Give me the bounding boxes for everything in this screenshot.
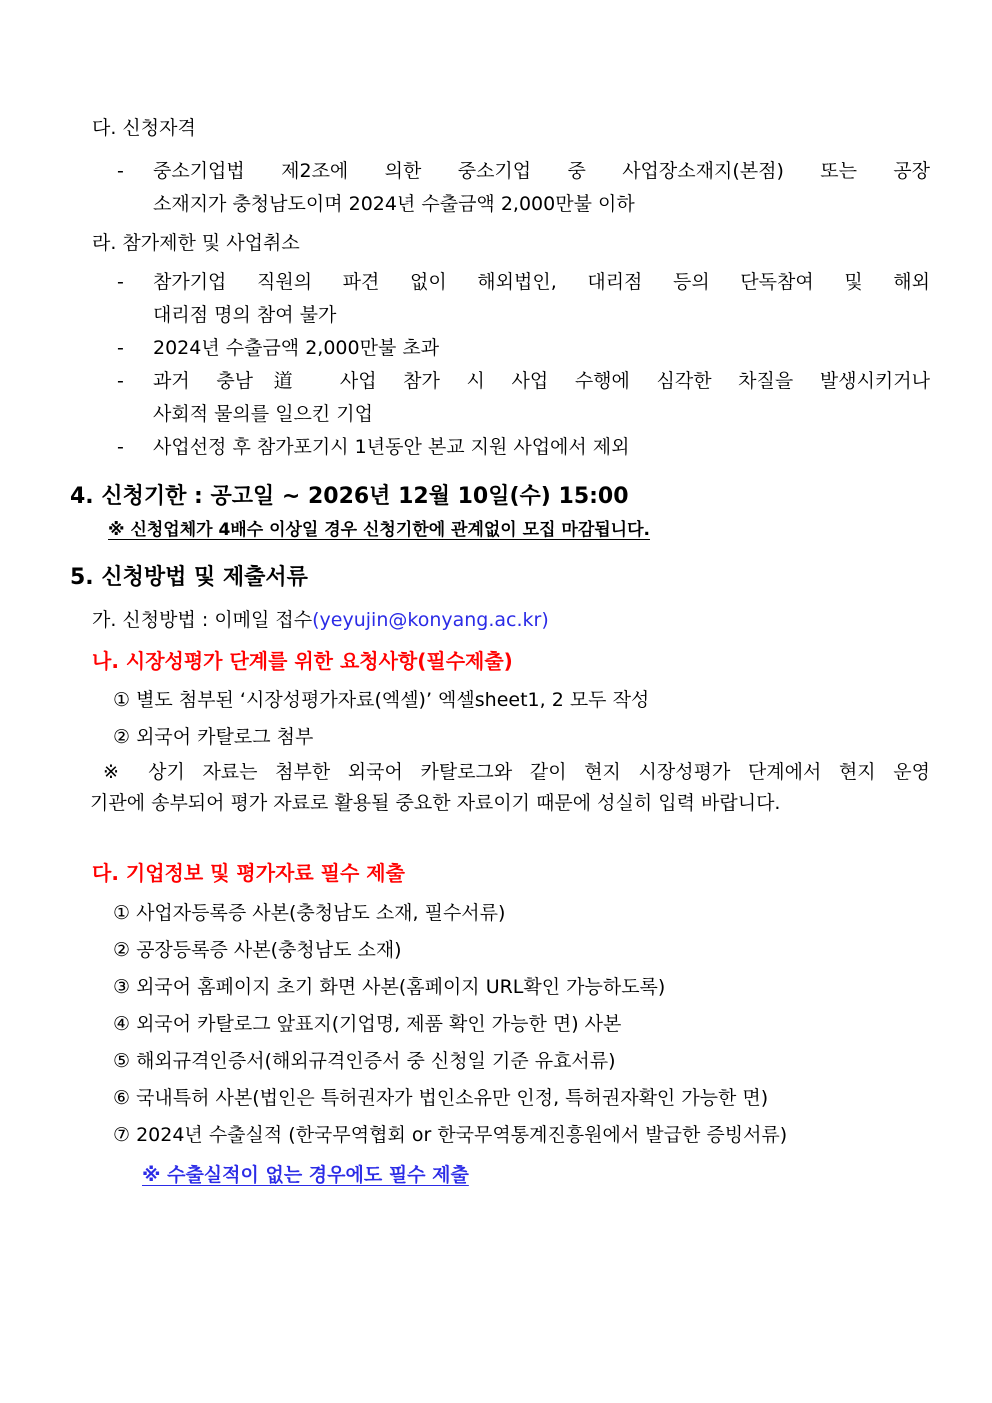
company-docs-item: ⑤ 해외규격인증서(해외규격인증서 중 신청일 기준 유효서류)	[113, 1050, 616, 1072]
dash-marker: -	[117, 337, 124, 359]
company-docs-item: ⑦ 2024년 수출실적 (한국무역협회 or 한국무역통계진흥원에서 발급한 증빙서류)	[113, 1124, 788, 1146]
bullet-text: 과거 충남道 사업 참가 시 사업 수행에 심각한 차질을 발생시키거나	[153, 370, 930, 392]
company-docs-item: ② 공장등록증 사본(충청남도 소재)	[113, 939, 402, 961]
bullet-text: 2024년 수출금액 2,000만불 초과	[153, 337, 440, 359]
section-deadline	[70, 482, 930, 543]
restrictions-heading: 라. 참가제한 및 사업취소	[92, 232, 300, 254]
restriction-bullet	[70, 431, 930, 464]
section-restrictions	[70, 227, 930, 464]
company-docs-item: ③ 외국어 홈페이지 초기 화면 사본(홈페이지 URL확인 가능하도록)	[113, 976, 666, 998]
submission-method-line	[92, 604, 930, 637]
bullet-text-continuation: 소재지가 충청남도이며 2024년 수출금액 2,000만불 이하	[153, 193, 635, 215]
company-docs-item: ⑥ 국내특허 사본(법인은 특허권자가 법인소유만 인정, 특허권자확인 가능한 면)	[113, 1087, 769, 1109]
dash-marker: -	[117, 370, 124, 392]
restriction-bullet	[70, 332, 930, 365]
bullet-text: 중소기업법 제2조에 의한 중소기업 중 사업장소재지(본점) 또는 공장	[153, 160, 930, 182]
submission-email-link[interactable]: (yeyujin@konyang.ac.kr)	[312, 609, 549, 631]
market-eval-item: ① 별도 첨부된 ‘시장성평가자료(엑셀)’ 엑셀sheet1, 2 모두 작성	[113, 689, 650, 711]
dash-marker: -	[117, 160, 124, 182]
bullet-text: 참가기업 직원의 파견 없이 해외법인, 대리점 등의 단독참여 및 해외	[153, 271, 930, 293]
submission-method-label: 가. 신청방법 : 이메일 접수	[92, 609, 313, 631]
section-qualifications	[70, 112, 930, 221]
dash-marker: -	[117, 271, 124, 293]
bullet-text: 사업선정 후 참가포기시 1년동안 본교 지원 사업에서 제외	[153, 436, 630, 458]
market-eval-note-line2: 기관에 송부되어 평가 자료로 활용될 중요한 자료이기 때문에 성실히 입력 바랍니다.	[90, 792, 781, 814]
company-docs-heading: 다. 기업정보 및 평가자료 필수 제출	[92, 861, 405, 885]
market-eval-heading: 나. 시장성평가 단계를 위한 요청사항(필수제출)	[92, 649, 513, 673]
export-record-note: ※ 수출실적이 없는 경우에도 필수 제출	[142, 1164, 469, 1186]
qualification-bullet	[70, 155, 930, 188]
restriction-bullet	[70, 365, 930, 398]
company-docs-item: ① 사업자등록증 사본(충청남도 소재, 필수서류)	[113, 902, 506, 924]
market-eval-item: ② 외국어 카탈로그 첨부	[113, 726, 314, 748]
bullet-text-continuation: 대리점 명의 참여 불가	[153, 304, 337, 326]
bullet-text-continuation: 사회적 물의를 일으킨 기업	[153, 403, 374, 425]
deadline-heading: 4. 신청기한 : 공고일 ~ 2026년 12월 10일(수) 15:00	[70, 484, 629, 509]
dash-marker: -	[117, 436, 124, 458]
qualifications-heading: 다. 신청자격	[92, 117, 196, 139]
deadline-note: ※ 신청업체가 4배수 이상일 경우 신청기한에 관계없이 모집 마감됩니다.	[108, 520, 650, 540]
company-docs-item: ④ 외국어 카탈로그 앞표지(기업명, 제품 확인 가능한 면) 사본	[113, 1013, 622, 1035]
restriction-bullet	[70, 266, 930, 299]
document-content	[70, 112, 930, 1194]
submission-heading: 5. 신청방법 및 제출서류	[70, 565, 308, 590]
market-eval-note-line1: ※ 상기 자료는 첨부한 외국어 카탈로그와 같이 현지 시장성평가 단계에서 현지 운영	[103, 761, 930, 783]
section-submission	[70, 563, 930, 1194]
